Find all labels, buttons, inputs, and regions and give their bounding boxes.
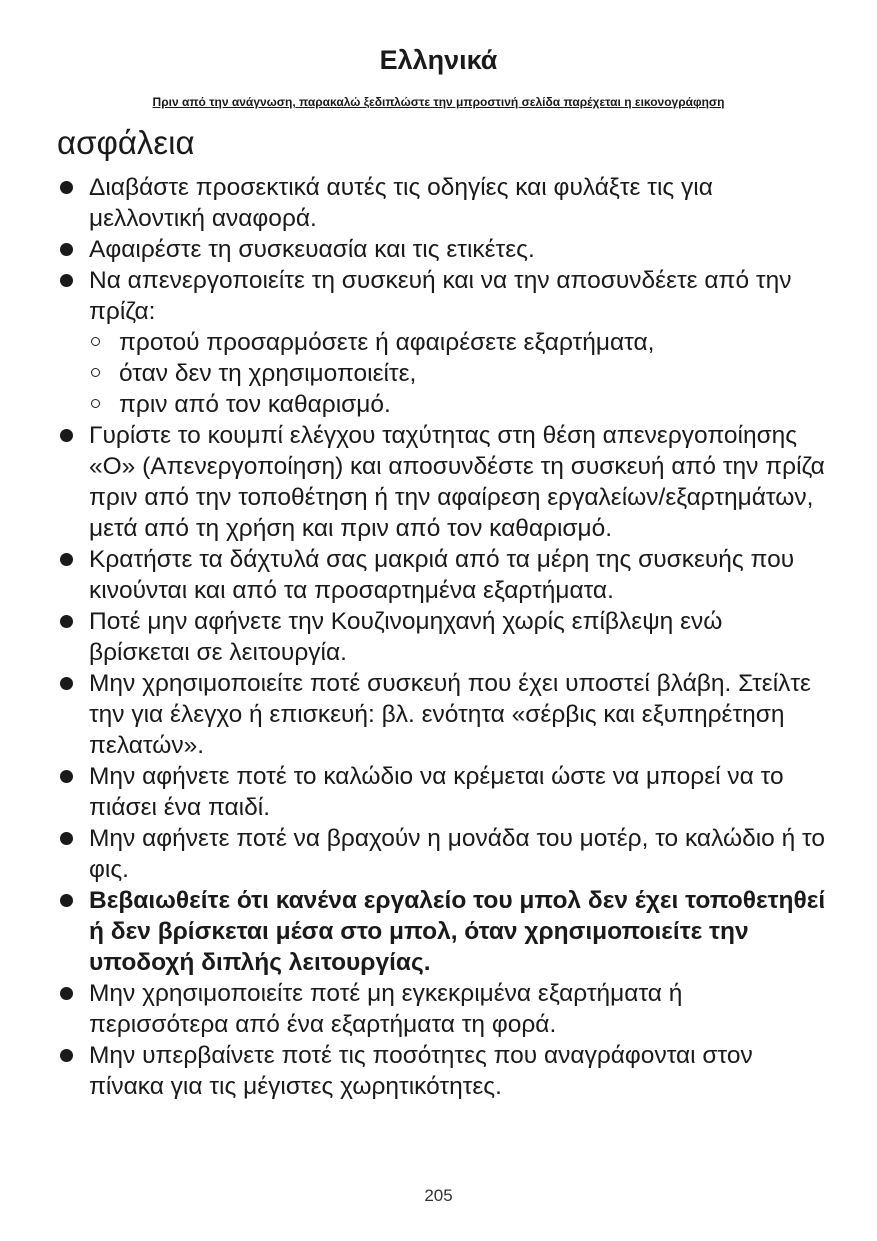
sub-list-item-text: όταν δεν τη χρησιμοποιείτε, (119, 360, 417, 387)
page-title: Ελληνικά (379, 45, 498, 75)
list-item (57, 544, 827, 606)
section-heading: ασφάλεια (57, 124, 195, 161)
list-item (57, 234, 827, 265)
list-item (57, 1040, 827, 1102)
bullet-icon (60, 770, 73, 783)
list-item (57, 606, 827, 668)
bullet-icon (60, 894, 73, 907)
list-item-text: Βεβαιωθείτε ότι κανένα εργαλείο του μπολ δεν έχει τοποθετηθεί ή δεν βρίσκεται μέσα στο μπολ, όταν χρησιμοποιείτε την υποδοχή διπλής λειτουργίας. (89, 887, 826, 976)
bullet-icon (60, 832, 73, 845)
list-item (57, 978, 827, 1040)
list-item-text: Αφαιρέστε τη συσκευασία και τις ετικέτες. (89, 236, 535, 263)
hollow-bullet-icon (91, 368, 100, 377)
sub-list-item (89, 389, 827, 420)
sub-list-item-text: προτού προσαρμόσετε ή αφαιρέσετε εξαρτήματα, (119, 329, 655, 356)
list-item-text: Κρατήστε τα δάχτυλά σας μακριά από τα μέρη της συσκευής που κινούνται και από τα προσαρτημένα εξαρτήματα. (89, 546, 795, 604)
bullet-icon (60, 553, 73, 566)
bullet-icon (60, 274, 73, 287)
list-item-text: Μην υπερβαίνετε ποτέ τις ποσότητες που αναγράφονται στον πίνακα για τις μέγιστες χωρητικότητες. (89, 1042, 753, 1100)
bullet-icon (60, 181, 73, 194)
list-item (57, 265, 827, 420)
list-item-text: Μην χρησιμοποιείτε ποτέ συσκευή που έχει υποστεί βλάβη. Στείλτε την για έλεγχο ή επισκευή: βλ. ενότητα «σέρβις και εξυπηρέτηση πελατών». (89, 670, 811, 759)
list-item (57, 172, 827, 234)
list-item (57, 668, 827, 761)
sub-list-item (89, 358, 827, 389)
list-item-text: Να απενεργοποιείτε τη συσκευή και να την αποσυνδέετε από την πρίζα: (89, 267, 792, 325)
bullet-icon (60, 677, 73, 690)
page-number: 205 (424, 1186, 453, 1205)
bullet-icon (60, 429, 73, 442)
list-item (57, 885, 827, 978)
list-item-text: Μην χρησιμοποιείτε ποτέ μη εγκεκριμένα εξαρτήματα ή περισσότερα από ένα εξαρτήματα τη φορά. (89, 980, 683, 1038)
sub-list (89, 327, 827, 420)
list-item-text: Μην αφήνετε ποτέ να βραχούν η μονάδα του μοτέρ, το καλώδιο ή το φις. (89, 825, 825, 883)
sub-list-item-text: πριν από τον καθαρισμό. (119, 391, 391, 418)
list-item-text: Διαβάστε προσεκτικά αυτές τις οδηγίες και φυλάξτε τις για μελλοντική αναφορά. (89, 174, 713, 232)
list-item (57, 761, 827, 823)
safety-list (57, 172, 827, 1102)
bullet-icon (60, 987, 73, 1000)
sub-list-item (89, 327, 827, 358)
list-item-text: Ποτέ μην αφήνετε την Κουζινομηχανή χωρίς επίβλεψη ενώ βρίσκεται σε λειτουργία. (89, 608, 723, 666)
hollow-bullet-icon (91, 399, 100, 408)
list-item-text: Μην αφήνετε ποτέ το καλώδιο να κρέμεται ώστε να μπορεί να το πιάσει ένα παιδί. (89, 763, 784, 821)
list-item (57, 823, 827, 885)
list-item (57, 420, 827, 544)
bullet-icon (60, 1049, 73, 1062)
hollow-bullet-icon (91, 337, 100, 346)
bullet-icon (60, 615, 73, 628)
unfold-instruction: Πριν από την ανάγνωση, παρακαλώ ξεδιπλώστε την μπροστινή σελίδα παρέχεται η εικονογράφηση (152, 95, 725, 109)
list-item-text: Γυρίστε το κουμπί ελέγχου ταχύτητας στη θέση απενεργοποίησης «O» (Απενεργοποίηση) και αποσυνδέστε τη συσκευή από την πρίζα πριν από την τοποθέτηση ή την αφαίρεση εργαλείων/εξαρτημάτων, μετά από τη χρήση και πριν από τον καθαρισμό. (89, 422, 825, 542)
bullet-icon (60, 243, 73, 256)
